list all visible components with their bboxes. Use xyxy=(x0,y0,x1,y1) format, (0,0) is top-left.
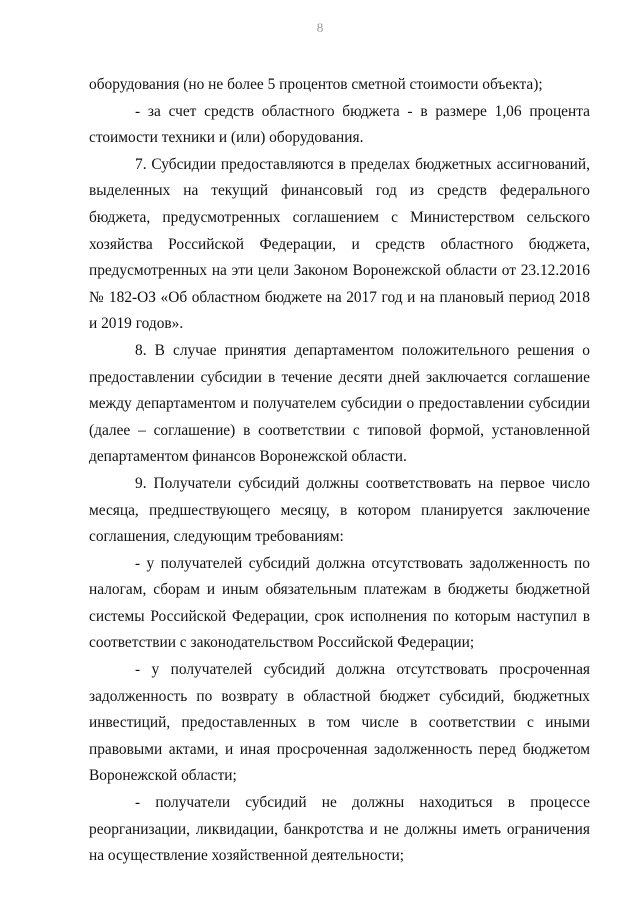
paragraph-requirement-reorganization: - получатели субсидий не должны находиться в процессе реорганизации, ликвидации, банкротства и не должны иметь ограничения на осуществление хозяйственной деятельности; xyxy=(89,794,590,865)
paragraph-requirement-overdue-debt: - у получателей субсидий должна отсутствовать просроченная задолженность по возврату в областной бюджет субсидий, бюджетных инвестиций, предоставленных в том числе в соответствии с иными правовыми актами, и иная просроченная задолженность перед бюджетом Воронежской области; xyxy=(89,661,590,785)
paragraph-item-9: 9. Получатели субсидий должны соответствовать на первое число месяца, предшествующего месяцу, в котором планируется заключение соглашения, следующим требованиям: xyxy=(89,474,590,546)
paragraph-regional-budget-rate: - за счет средств областного бюджета - в размере 1,06 процента стоимости техники и (или) оборудования. xyxy=(89,102,590,147)
document-body xyxy=(89,72,590,870)
page-number: 8 xyxy=(316,20,324,35)
paragraph-requirement-tax-debt: - у получателей субсидий должна отсутствовать задолженность по налогам, сборам и иным обязательным платежам в бюджеты бюджетной системы Российской Федерации, срок исполнения по которым наступил в соответствии с законодательством Российской Федерации; xyxy=(89,554,590,652)
paragraph-equipment-limit: оборудования (но не более 5 процентов сметной стоимости объекта); xyxy=(89,76,543,93)
paragraph-item-8: 8. В случае принятия департаментом положительного решения о предоставлении субсидии в течение десяти дней заключается соглашение между департаментом и получателем субсидии о предоставлении субсидии (далее – соглашение) в соответствии с типовой формой, установленной департаментом финансов Воронежской области. xyxy=(89,341,590,466)
paragraph-item-7: 7. Субсидии предоставляются в пределах бюджетных ассигнований, выделенных на текущий финансовый год из средств федерального бюджета, предусмотренных соглашением с Министерством сельского хозяйства Российской Федерации, и средств областного бюджета, предусмотренных на эти цели Законом Воронежской области от 23.12.2016 № 182-ОЗ «Об областном бюджете на 2017 год и на плановый период 2018 и 2019 годов». xyxy=(89,155,590,333)
